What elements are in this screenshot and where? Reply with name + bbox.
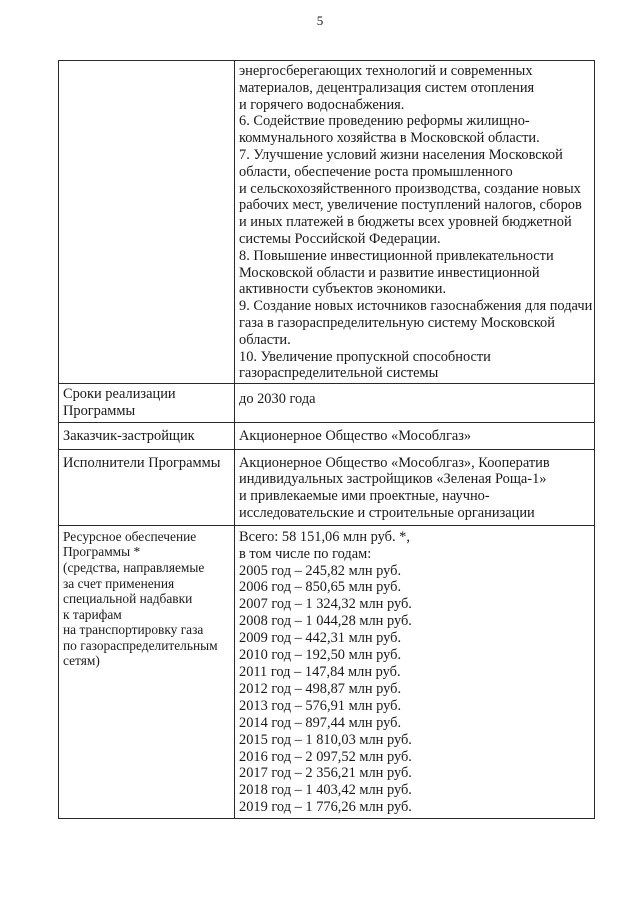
goals-line: 9. Создание новых источников газоснабжения для подачи — [239, 298, 593, 315]
table-row-goals — [59, 61, 595, 384]
funding-year-line: 2015 год – 1 810,03 млн руб. — [239, 731, 412, 748]
funding-year-line: 2013 год – 576,91 млн руб. — [239, 697, 402, 714]
goals-label-cell — [59, 61, 235, 384]
goals-value-cell — [235, 61, 595, 384]
terms-label-line: Программы — [63, 402, 136, 419]
goals-line: и горячего водоснабжения. — [239, 96, 405, 113]
goals-line: Московской области и развитие инвестиционной — [239, 264, 540, 281]
table-row-terms — [59, 384, 595, 423]
funding-year-line: 2018 год – 1 403,42 млн руб. — [239, 782, 412, 799]
funding-subtitle: в том числе по годам: — [239, 545, 372, 562]
funding-year-line: 2007 год – 1 324,32 млн руб. — [239, 596, 412, 613]
resources-label-line: на транспортировку газа — [63, 622, 204, 638]
goals-line: 6. Содействие проведению реформы жилищно- — [239, 113, 530, 130]
goals-line: области, обеспечение роста промышленного — [239, 163, 513, 180]
customer-value-cell: Акционерное Общество «Мособлгаз» — [235, 422, 595, 449]
goals-line: 8. Повышение инвестиционной привлекательности — [239, 247, 554, 264]
goals-line: материалов, децентрализация систем отопления — [239, 79, 535, 96]
resources-label-line: (средства, направляемые — [63, 559, 205, 575]
terms-value-cell: до 2030 года — [235, 384, 595, 423]
executors-line: исследовательские и строительные организации — [239, 504, 535, 521]
table-row-executors — [59, 449, 595, 525]
goals-line: коммунального хозяйства в Московской области. — [239, 130, 540, 147]
executors-label-cell: Исполнители Программы — [59, 449, 235, 525]
funding-year-line: 2016 год – 2 097,52 млн руб. — [239, 748, 412, 765]
executors-line: индивидуальных застройщиков «Зеленая Роща-1» — [239, 471, 547, 488]
table-row-customer — [59, 422, 595, 449]
funding-year-line: 2014 год – 897,44 млн руб. — [239, 714, 402, 731]
goals-line: рабочих мест, увеличение поступлений налогов, сборов — [239, 197, 582, 214]
funding-year-line: 2010 год – 192,50 млн руб. — [239, 647, 402, 664]
resources-label-line: к тарифам — [63, 606, 122, 622]
resources-funding-cell — [235, 525, 595, 818]
resources-label-line: специальной надбавки — [63, 591, 193, 607]
customer-label-cell: Заказчик-застройщик — [59, 422, 235, 449]
table-row-resources — [59, 525, 595, 818]
program-passport-table — [58, 60, 595, 819]
goals-line: 7. Улучшение условий жизни населения Московской — [239, 146, 563, 163]
executors-line: и привлекаемые ими проектные, научно- — [239, 488, 490, 505]
page-number: 5 — [316, 13, 324, 28]
resources-label-cell — [59, 525, 235, 818]
funding-year-line: 2011 год – 147,84 млн руб. — [239, 663, 401, 680]
goals-line: энергосберегающих технологий и современных — [239, 63, 533, 79]
goals-line: области. — [239, 331, 291, 348]
funding-year-line: 2006 год – 850,65 млн руб. — [239, 579, 402, 596]
terms-label-cell — [59, 384, 235, 423]
goals-line: системы Российской Федерации. — [239, 230, 441, 247]
funding-total: Всего: 58 151,06 млн руб. *, — [239, 528, 410, 545]
executors-value-cell — [235, 449, 595, 525]
funding-year-line: 2019 год – 1 776,26 млн руб. — [239, 799, 412, 816]
terms-label-line: Сроки реализации — [63, 386, 176, 403]
goals-line: газа в газораспределительную систему Московской — [239, 314, 555, 331]
goals-line: 10. Увеличение пропускной способности — [239, 348, 491, 365]
resources-label-line: по газораспределительным — [63, 637, 218, 653]
resources-label-line: за счет применения — [63, 575, 175, 591]
funding-year-line: 2009 год – 442,31 млн руб. — [239, 630, 402, 647]
funding-year-line: 2008 год – 1 044,28 млн руб. — [239, 613, 412, 630]
goals-line: и сельскохозяйственного производства, создание новых — [239, 180, 581, 197]
goals-line: активности субъектов экономики. — [239, 281, 447, 298]
goals-line: и иных платежей в бюджеты всех уровней бюджетной — [239, 214, 572, 231]
funding-year-line: 2017 год – 2 356,21 млн руб. — [239, 765, 412, 782]
goals-line: газораспределительной системы — [239, 365, 439, 382]
resources-label-line: сетям) — [63, 653, 100, 669]
resources-label-line: Ресурсное обеспечение — [63, 528, 197, 544]
funding-year-line: 2012 год – 498,87 млн руб. — [239, 680, 402, 697]
funding-year-line: 2005 год – 245,82 млн руб. — [239, 562, 402, 579]
resources-label-line: Программы * — [63, 544, 141, 560]
executors-line: Акционерное Общество «Мособлгаз», Кооператив — [239, 454, 550, 471]
